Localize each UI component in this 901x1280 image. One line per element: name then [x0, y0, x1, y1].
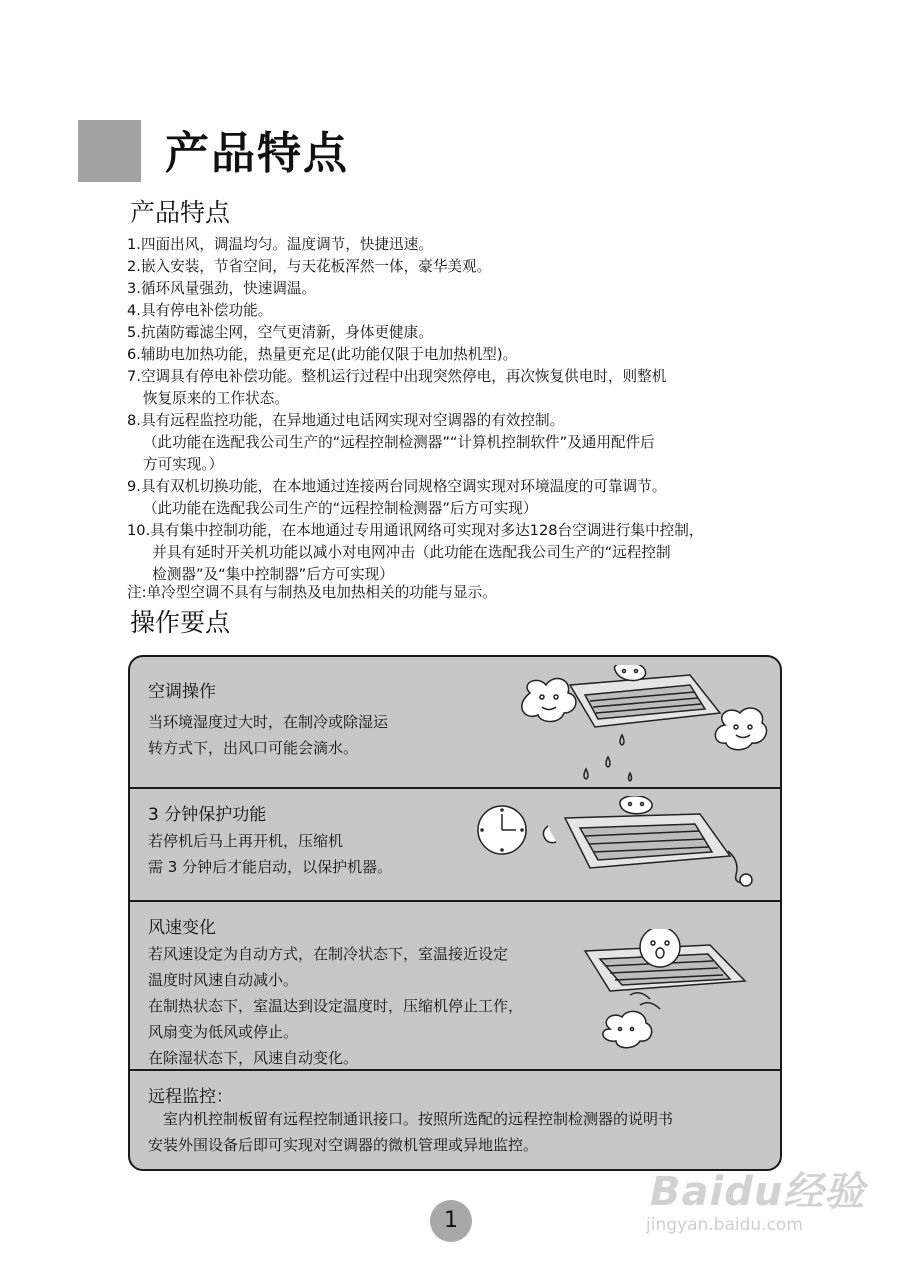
feature-line: 具有远程监控功能，在异地通过电话网实现对空调器的有效控制。 — [140, 412, 565, 429]
watermark-url: jingyan.baidu.com — [646, 1215, 803, 1235]
ops-line: 室内机控制板留有远程控制通讯接口。按照所选配的远程控制检测器的说明书 — [148, 1110, 674, 1128]
ops-line: 转方式下，出风口可能会滴水。 — [148, 739, 359, 757]
feature-number: 4. — [127, 302, 141, 319]
feature-item — [127, 256, 787, 278]
ops-line: 在除湿状态下，风速自动变化。 — [148, 1049, 359, 1067]
feature-item — [127, 300, 787, 322]
feature-item — [127, 520, 787, 586]
ops-text — [148, 828, 392, 880]
baidu-watermark — [640, 1145, 870, 1245]
feature-line: 具有停电补偿功能。 — [140, 302, 273, 319]
clock-and-ac-unit-illustration — [470, 796, 770, 896]
feature-line: 具有集中控制功能，在本地通过专用通讯网络可实现对多达128台空调进行集中控制， — [150, 522, 704, 539]
ops-line: 若停机后马上再开机，压缩机 — [148, 832, 344, 850]
feature-line: 检测器”及“集中控制器”后方可实现） — [152, 566, 394, 583]
feature-item — [127, 366, 787, 410]
feature-text — [141, 476, 787, 520]
feature-text — [141, 300, 787, 322]
ops-line: 当环境湿度过大时，在制冷或除湿运 — [148, 713, 389, 731]
feature-number: 2. — [127, 258, 141, 275]
feature-text — [141, 366, 787, 410]
ops-section-ac-operation — [130, 657, 780, 787]
feature-item — [127, 476, 787, 520]
page-number: 1 — [430, 1200, 472, 1242]
ops-line: 需 3 分钟后才能启动，以保护机器。 — [148, 858, 393, 876]
ops-line: 在制热状态下，室温达到设定温度时，压缩机停止工作， — [148, 997, 524, 1015]
feature-line: 空调具有停电补偿功能。整机运行过程中出现突然停电，再次恢复供电时，则整机 — [140, 368, 667, 385]
note-text: 注:单冷型空调不具有与制热及电加热相关的功能与显示。 — [127, 584, 497, 601]
feature-text — [141, 234, 787, 256]
title-marker-block — [78, 120, 141, 182]
operation-panel — [128, 655, 782, 1171]
feature-line: 辅助电加热功能，热量更充足(此功能仅限于电加热机型)。 — [140, 346, 518, 363]
ops-section-3min-protection — [130, 788, 780, 900]
feature-text — [141, 344, 787, 366]
feature-text — [141, 322, 787, 344]
feature-number: 9. — [127, 478, 141, 495]
feature-text — [141, 410, 787, 476]
feature-number: 10. — [127, 522, 151, 539]
feature-line: （此功能在选配我公司生产的“远程控制检测器”“计算机控制软件”及通用配件后 — [142, 434, 655, 451]
ops-text — [148, 1106, 673, 1158]
features-list — [127, 234, 787, 586]
page-title: 产品特点 — [165, 128, 349, 179]
feature-number: 7. — [127, 368, 141, 385]
ops-line: 安装外围设备后即可实现对空调器的微机管理或异地监控。 — [148, 1136, 539, 1154]
ops-title: 风速变化 — [148, 918, 216, 938]
feature-item — [127, 322, 787, 344]
windy-ac-unit-illustration — [570, 929, 770, 1061]
ops-title: 3 分钟保护功能 — [148, 805, 267, 825]
feature-item — [127, 410, 787, 476]
operation-heading: 操作要点 — [130, 608, 231, 637]
feature-line: 方可实现。） — [142, 456, 224, 473]
feature-number: 5. — [127, 324, 141, 341]
features-heading: 产品特点 — [130, 198, 231, 227]
feature-number: 8. — [127, 412, 141, 429]
feature-line: 并具有延时开关机功能以减小对电网冲击（此功能在选配我公司生产的“远程控制 — [152, 544, 671, 561]
feature-number: 6. — [127, 346, 141, 363]
ops-section-fan-speed — [130, 901, 780, 1069]
feature-item — [127, 234, 787, 256]
feature-line: 恢复原来的工作状态。 — [142, 390, 289, 407]
feature-item — [127, 278, 787, 300]
feature-item — [127, 344, 787, 366]
feature-line: 具有双机切换功能，在本地通过连接两台同规格空调实现对环境温度的可靠调节。 — [140, 478, 667, 495]
ops-line: 温度时风速自动减小。 — [148, 971, 299, 989]
dripping-ac-unit-illustration — [490, 665, 770, 783]
feature-text — [150, 520, 787, 586]
feature-line: 抗菌防霉滤尘网，空气更清新，身体更健康。 — [140, 324, 433, 341]
ops-line: 风扇变为低风或停止。 — [148, 1023, 299, 1041]
feature-number: 1. — [127, 236, 141, 253]
feature-number: 3. — [127, 280, 141, 297]
ops-title: 远程监控： — [148, 1087, 233, 1107]
feature-text — [141, 256, 787, 278]
feature-line: 嵌入安装，节省空间，与天花板浑然一体，豪华美观。 — [140, 258, 492, 275]
ops-text — [148, 941, 523, 1071]
feature-line: 循环风量强劲，快速调温。 — [140, 280, 317, 297]
ops-text — [148, 709, 388, 761]
ops-line: 若风速设定为自动方式，在制冷状态下，室温接近设定 — [148, 945, 509, 963]
feature-line: （此功能在选配我公司生产的“远程控制检测器”后方可实现） — [142, 500, 538, 517]
ops-title: 空调操作 — [148, 682, 216, 702]
watermark-logo: Baidu经验 — [650, 1169, 866, 1215]
feature-text — [141, 278, 787, 300]
feature-line: 四面出风，调温均匀。温度调节，快捷迅速。 — [140, 236, 433, 253]
